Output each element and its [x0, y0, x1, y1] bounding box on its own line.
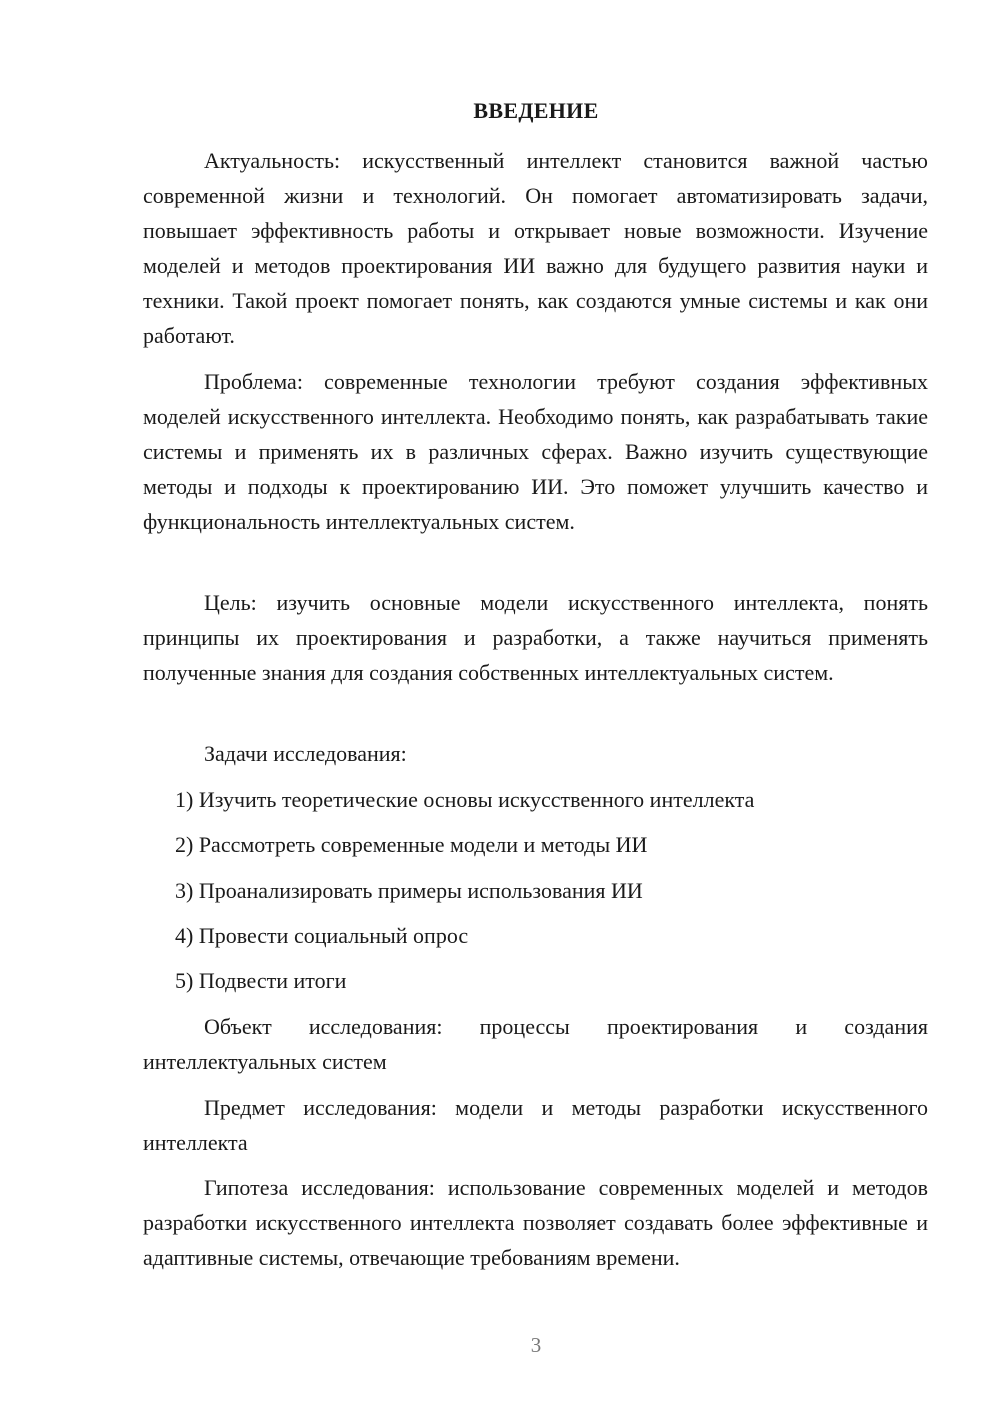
task-list-item: 4) Провести социальный опрос: [175, 923, 469, 948]
goal-paragraph: Цель: изучить основные модели искусственного интеллекта, понять принципы их проектирования и разработки, а также научиться применять полученные знания для создания собственных интеллектуальных систем.: [143, 590, 928, 685]
subject-paragraph: Предмет исследования: модели и методы разработки искусственного интеллекта: [143, 1095, 928, 1155]
relevance-paragraph: Актуальность: искусственный интеллект становится важной частью современной жизни и технологий. Он помогает автоматизировать задачи, повышает эффективность работы и открывает новые возможности. Изучение моделей и методов проектирования ИИ важно для будущего развития науки и техники. Такой проект помогает понять, как создаются умные системы и как они работают.: [143, 148, 928, 348]
tasks-heading: Задачи исследования:: [204, 741, 407, 766]
task-list-item: 5) Подвести итоги: [175, 968, 347, 993]
page-number: 3: [530, 1333, 542, 1357]
problem-paragraph: Проблема: современные технологии требуют создания эффективных моделей искусственного интеллекта. Необходимо понять, как разрабатывать такие системы и применять их в различных сферах. Важно изучить существующие методы и подходы к проектированию ИИ. Это поможет улучшить качество и функциональность интеллектуальных систем.: [143, 369, 928, 534]
object-paragraph: Объект исследования: процессы проектирования и создания интеллектуальных систем: [143, 1014, 928, 1074]
page-title: ВВЕДЕНИЕ: [473, 98, 599, 123]
task-list-item: 2) Рассмотреть современные модели и методы ИИ: [175, 832, 648, 857]
task-list-item: 3) Проанализировать примеры использования ИИ: [175, 878, 643, 903]
hypothesis-paragraph: Гипотеза исследования: использование современных моделей и методов разработки искусственного интеллекта позволяет создавать более эффективные и адаптивные системы, отвечающие требованиям времени.: [143, 1175, 928, 1270]
task-list-item: 1) Изучить теоретические основы искусственного интеллекта: [175, 787, 755, 812]
